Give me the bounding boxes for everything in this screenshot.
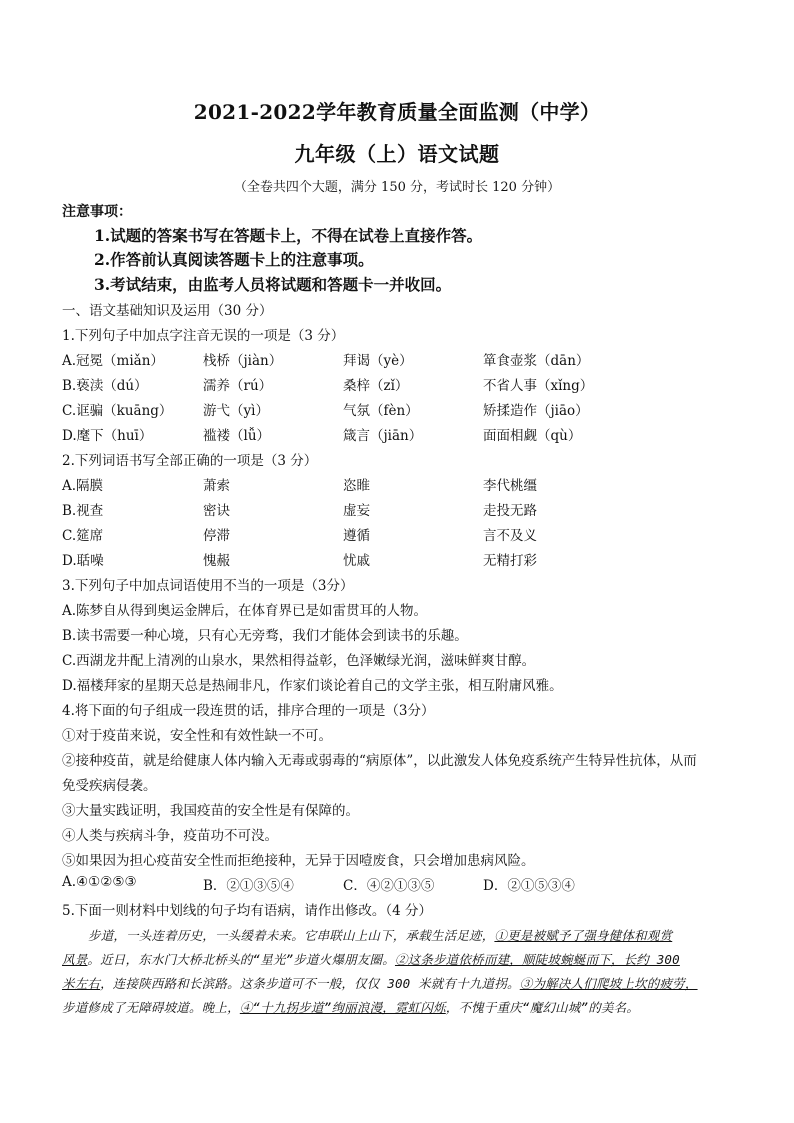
q2-option: 忧戚 [343, 553, 370, 569]
q2-option: 停滞 [203, 528, 230, 544]
q4-sentence: ④人类与疾病斗争，疫苗功不可没。 [62, 828, 278, 844]
exam-info: （全卷共四个大题，满分 150 分，考试时长 120 分钟） [233, 180, 561, 195]
q1-option: 不省人事（xǐng） [483, 378, 594, 394]
q1-option: D.麾下（huī） [62, 428, 153, 444]
q3-option: B.读书需要一种心境，只有心无旁骛，我们才能体会到读书的乐趣。 [62, 628, 468, 644]
notice-heading: 注意事项： [62, 204, 132, 220]
q2-option: 恣睢 [343, 478, 370, 494]
q4-sentence: ①对于疫苗来说，安全性和有效性缺一不可。 [62, 728, 332, 744]
q5-passage-line: 步道，一头连着历史，一头缓着未来。它串联山上山下，承载生活足迹，①更是被赋予了强身健体和观赏 [88, 928, 673, 943]
q2-option: 李代桃缰 [483, 478, 537, 494]
q2-option: 言不及义 [483, 528, 537, 544]
q1-option: 拜谒（yè） [343, 353, 413, 369]
q1-option: 濡养（rú） [203, 378, 273, 394]
q4-sentence: ③大量实践证明，我国疫苗的安全性是有保障的。 [62, 803, 359, 819]
q2-option: 密诀 [203, 503, 230, 519]
q5-passage-line: 米左右，连接陕西路和长滨路。这条步道可不一般，仅仅 300 米就有十九道拐。③为解决人们爬坡上坎的疲劳， [62, 976, 698, 991]
q1-option: 箴言（jiān） [343, 428, 423, 444]
q1-option: 箪食壶浆（dān） [483, 353, 590, 369]
q2-option: D.聒噪 [62, 553, 104, 569]
q2-option: 愧赧 [203, 553, 230, 569]
q1-option: 褴褛（lǚ） [203, 428, 271, 444]
exam-title: 2021-2022学年教育质量全面监测（中学） [193, 100, 601, 124]
q1-stem: 1.下列句子中加点字注音无误的一项是（3 分） [62, 328, 345, 344]
q3-option: D.福楼拜家的星期天总是热闹非凡，作家们谈论着自己的文学主张，相互附庸风雅。 [62, 678, 563, 694]
q2-stem: 2.下列词语书写全部正确的一项是（3 分） [62, 453, 318, 469]
q2-option: A.隔膜 [62, 478, 104, 494]
q2-option: C.筵席 [62, 528, 104, 544]
q5-passage-line: 风景。近日，东水门大桥北桥头的“星光”步道火爆朋友圈。②这条步道依桥而建，顺陡坡蜿蜒而下，长约 300 [62, 952, 680, 967]
section-heading: 一、语文基础知识及运用（30 分） [62, 303, 273, 319]
q1-option: 游弋（yì） [203, 403, 269, 419]
q4-choice: C．④②①③⑤ [343, 878, 435, 894]
q4-choice: D．②①⑤③④ [483, 878, 575, 894]
q2-option: 无精打彩 [483, 553, 537, 569]
q4-sentence: ⑤如果因为担心疫苗安全性而拒绝接种，无异于因噎废食，只会增加患病风险。 [62, 853, 535, 869]
q1-option: 矫揉造作（jiāo） [483, 403, 589, 419]
q2-option: 虚妄 [343, 503, 370, 519]
q1-option: 桑梓（zǐ） [343, 378, 409, 394]
q1-option: A.冠冕（miǎn） [62, 353, 164, 369]
q5-passage-line: 步道修成了无障碍坡道。晚上，④“十九拐步道”绚丽浪漫，霓虹闪烁，不愧于重庆“魔幻山城”的美名。 [62, 1000, 640, 1015]
q1-option: 栈桥（jiàn） [203, 353, 283, 369]
q4-choice: B．②①③⑤④ [203, 878, 294, 894]
q3-option: A.陈梦自从得到奥运金牌后，在体育界已是如雷贯耳的人物。 [62, 603, 428, 619]
q4-sentence: ②接种疫苗，就是给健康人体内输入无毒或弱毒的“病原体”，以此激发人体免疫系统产生特异性抗体，从而 [62, 753, 697, 769]
q4-choice: A.④①②⑤③ [62, 874, 137, 890]
q1-option: 气氛（fèn） [343, 403, 419, 419]
q3-stem: 3.下列句子中加点词语使用不当的一项是（3分） [62, 578, 354, 594]
q5-stem: 5.下面一则材料中划线的句子均有语病，请作出修改。（4 分） [62, 903, 433, 919]
q2-option: 走投无路 [483, 503, 537, 519]
q3-option: C.西湖龙井配上清冽的山泉水，果然相得益彰，色泽嫩绿光润，滋味鲜爽甘醇。 [62, 653, 536, 669]
notice-item: 2.作答前认真阅读答题卡上的注意事项。 [94, 250, 374, 269]
q2-option: 遵循 [343, 528, 370, 544]
q1-option: B.亵渎（dú） [62, 378, 148, 394]
exam-subtitle: 九年级（上）语文试题 [294, 142, 500, 166]
notice-item: 1.试题的答案书写在答题卡上，不得在试卷上直接作答。 [94, 226, 483, 245]
q1-option: 面面相觑（qù） [483, 428, 582, 444]
q4-stem: 4.将下面的句子组成一段连贯的话，排序合理的一项是（3分） [62, 703, 435, 719]
q1-option: C.诓骗（kuāng） [62, 403, 173, 419]
q2-option: 萧索 [203, 478, 230, 494]
notice-item: 3.考试结束，由监考人员将试题和答题卡一并收回。 [94, 275, 452, 294]
q2-option: B.视查 [62, 503, 104, 519]
q4-sentence: 免受疾病侵袭。 [62, 778, 157, 794]
